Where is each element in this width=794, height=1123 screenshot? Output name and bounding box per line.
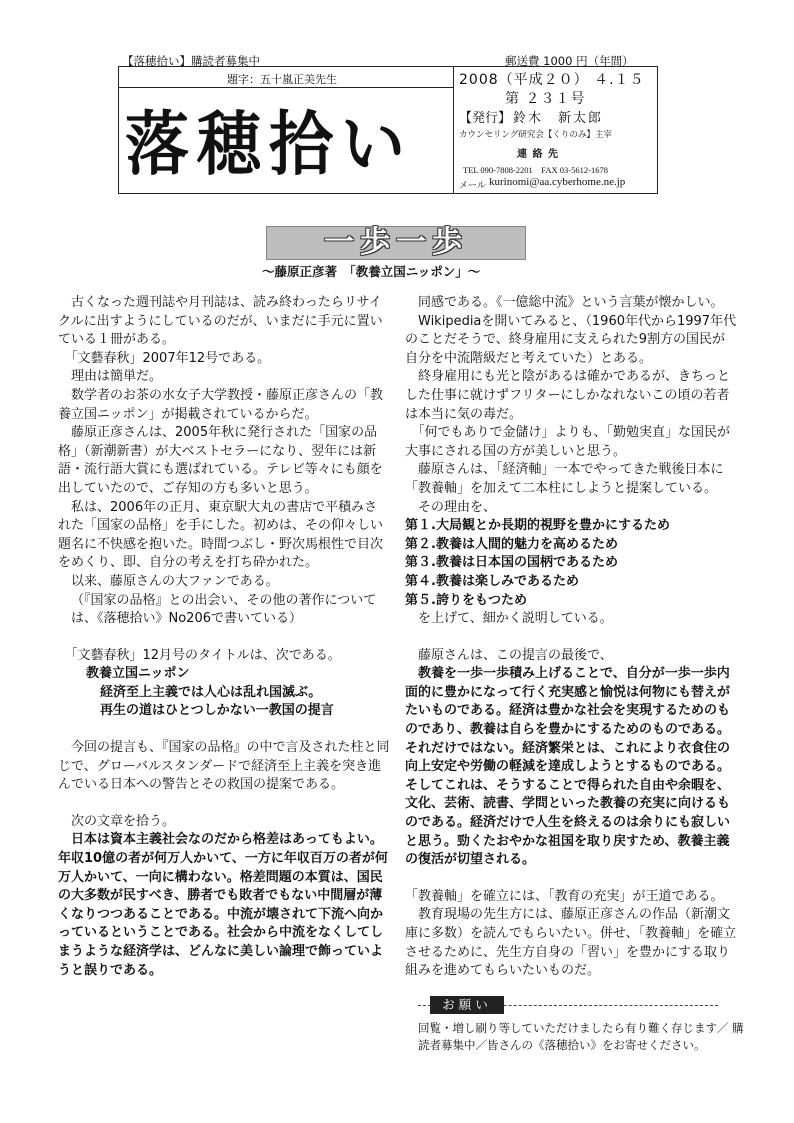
paragraph: 数学者のお茶の水女子大学教授・藤原正彦さんの「教養立国ニッポン」が掲載されているからだ。: [58, 387, 384, 422]
paragraph: 第４.教養は楽しみであるため: [405, 573, 579, 589]
paragraph: [58, 629, 390, 647]
postage-note: 郵送費 1000 円（年間）: [505, 54, 634, 68]
paragraph: [58, 721, 390, 739]
paragraph: 次の文章を拾う。: [58, 813, 176, 829]
paragraph: 第３.教養は日本国の国柄であるため: [405, 555, 618, 571]
issue-number: 第 ２３１号: [505, 91, 586, 107]
paragraph: 「教養軸」を確立には、「教育の充実」が王道である。: [405, 888, 724, 904]
notice-text: 回覧・増し刷り等していただけましたら有り難く存じます／ 購読者募集中／皆さんの《落穂拾い》をお寄せください。: [418, 1021, 744, 1052]
publisher-label: 【発行】: [459, 111, 512, 126]
contact-label: 連 絡 先: [517, 149, 559, 160]
paragraph: 教養立国ニッポン: [86, 666, 190, 682]
masthead: [118, 66, 658, 194]
paragraph: 以来、藤原さんの大ファンである。: [58, 573, 279, 589]
calligraphy-credit: 題字：五十嵐正美先生: [227, 73, 337, 86]
notice-label: お願い: [430, 996, 504, 1014]
paragraph: 第１.大局観とか長期的視野を豊かにするため: [405, 518, 670, 534]
newsletter-logo: 落穂拾い: [125, 104, 413, 186]
paragraph: [405, 870, 737, 888]
mail-label: メール: [459, 181, 486, 191]
paragraph: 同感である。《一億総中流》という言葉が懐かしい。: [405, 295, 724, 310]
paragraph: Wikipediaを開いてみると、（1960年代から1997年代のことだそうで、終身雇用に支えられた9割方の国民が自分を中流階級だと考えていた）とある。: [405, 313, 737, 366]
email-address: kurinomi@aa.cyberhome.ne.jp: [489, 176, 626, 188]
right-column: [405, 294, 737, 981]
paragraph: 藤原さんは、この提言の最後で、: [405, 647, 613, 663]
paragraph: 日本は資本主義社会なのだから格差はあってもよい。年収10億の者が何万人かいて、一方に年収百万の者が何万人かいて、一向に構わない。格差問題の本質は、国民の大多数が民すべき、勝者でも敗者でもない中間層が薄くなりつつあることである。中流が壊されて下流へ向かっているということである。社会から中流をなくしてしまうような経済学は、どんなに美しい論理で飾っていようと誤りである。: [58, 832, 388, 978]
publisher-name: 鈴木 新太郎: [513, 111, 604, 126]
paragraph: [405, 629, 737, 647]
paragraph: 教育現場の先生方には、藤原正彦さんの作品（新潮文庫に多数）を読んでもらいたい。併せ、「教養軸」を確立させるために、先生方自身の「習い」を豊かにする取り組みを進めてもらいたいものだ。: [405, 907, 737, 979]
paragraph: その理由を、: [405, 499, 497, 515]
paragraph: 第２.教養は人間的魅力を高めるため: [405, 536, 618, 552]
column-banner: [266, 226, 526, 260]
paragraph: 終身雇用にも光と陰があるは確かであるが、きちっとした仕事に就けずフリターにしかなれないこの頃の若者は本当に気の毒だ。: [405, 369, 731, 422]
paragraph: 藤原正彦さんは、2005年秋に発行された「国家の品格」（新潮新書）が大ベストセラーになり、翌年には新語・流行語大賞にも選ばれている。テレビ等々にも顔を出していたので、ご存知の方も多いと思う。: [58, 425, 383, 496]
column-title: 一歩一歩: [324, 225, 468, 260]
paragraph: 経済至上主義では人心は乱れ国滅ぶ。: [100, 684, 322, 700]
divider: [119, 87, 454, 88]
paragraph: 「文藝春秋」12月号のタイトルは、次である。: [58, 647, 341, 663]
paragraph: 教養を一歩一歩積み上げることで、自分が一歩一歩内面的に豊かになって行く充実感と愉悦は何物にも替えがたいものである。経済は豊かな社会を実現するためのものであり、教養は自らを豊かにするためのものである。それだけではない。経済繁栄とは、これにより衣食住の向上安定や労働の軽減を達成しようとするものである。そしてこれは、そうすることで得られた自由や余暇を、文化、芸術、読書、学問といった教養の充実に向けるものである。経済だけで人生を終えるのは余りにも寂しいと思う。勁くたおやかな祖国を取り戻すため、教養主義の復活が切望される。: [405, 666, 731, 868]
paragraph: 今回の提言も、『国家の品格』の中で言及された柱と同じで、グローバルスタンダードで経済至上主義を突き進んでいる日本への警告とその救国の提案である。: [58, 740, 390, 793]
paragraph: [58, 795, 390, 813]
issue-date: 2008（平成２０） ４.１５: [459, 72, 645, 88]
recruit-notice: 【落穂拾い】購読者募集中: [122, 54, 260, 68]
paragraph: 「何でもありで金儲け」よりも、「勤勉実直」な国民が大事にされる国の方が美しいと思う。: [405, 425, 731, 459]
paragraph: を上げて、細かく説明している。: [405, 611, 613, 627]
paragraph: 再生の道はひとつしかない一教国の提言: [100, 703, 334, 719]
organization: カウンセリング研究会【くりのみ】主宰: [459, 130, 612, 140]
phone-fax: TEL 090-7808-2201 FAX 03-5612-1678: [463, 165, 608, 175]
paragraph: 第５.誇りをもつため: [405, 592, 527, 608]
paragraph: 理由は簡単だ。: [58, 369, 163, 385]
left-column: [58, 294, 390, 980]
paragraph: （『国家の品格』との出会い、その他の著作については、《落穂拾い》No206で書いている）: [71, 592, 377, 627]
masthead-info: [459, 67, 655, 193]
paragraph: 古くなった週刊誌や月刊誌は、読み終わったらリサイクルに出すようにしているのだが、いまだに手元に置いている１冊がある。: [58, 295, 383, 348]
masthead-title-area: [119, 67, 454, 193]
column-subtitle: ～藤原正彦著 「教養立国ニッポン」～: [262, 264, 481, 279]
paragraph: 藤原さんは、「経済軸」一本でやってきた戦後日本に「教養軸」を加えて二本柱にしようと提案している。: [405, 462, 724, 496]
paragraph: 私は、2006年の正月、東京駅大丸の書店で平積みされた「国家の品格」を手にした。初めは、その仰々しい題名に不快感を抱いた。時間つぶし・野次馬根性で目次をめくり、即、自分の考えを打ち砕かれた。: [58, 499, 384, 571]
paragraph: 「文藝春秋」2007年12号である。: [58, 350, 271, 366]
